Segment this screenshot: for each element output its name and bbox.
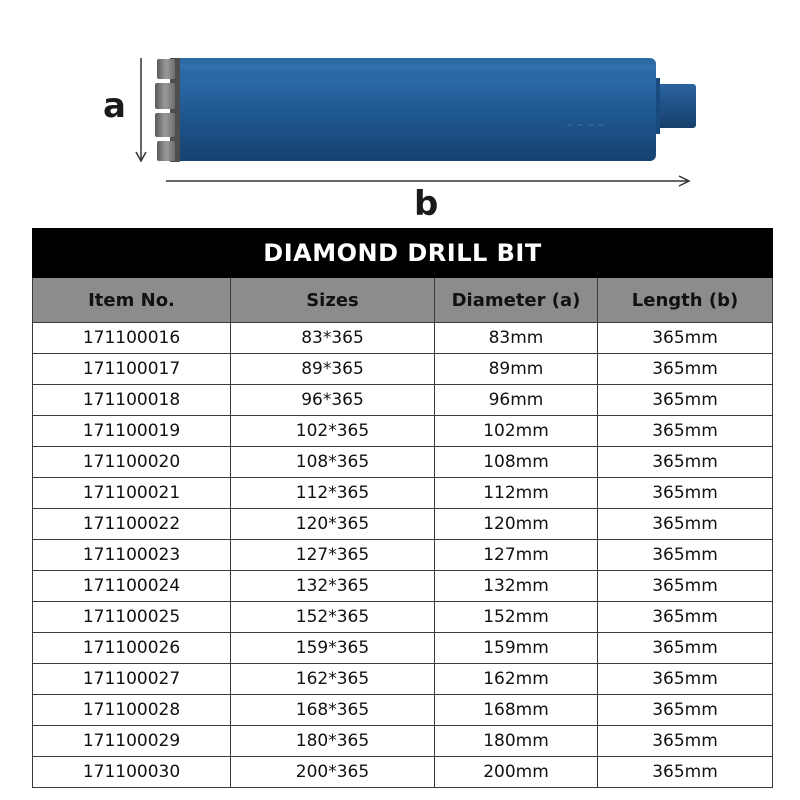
cell-size: 96*365 [231, 385, 435, 416]
cell-length: 365mm [598, 664, 773, 695]
table-row [33, 323, 773, 354]
cell-size: 159*365 [231, 633, 435, 664]
cell-length: 365mm [598, 385, 773, 416]
cell-diameter: 112mm [435, 478, 598, 509]
cell-size: 200*365 [231, 757, 435, 788]
cell-size: 152*365 [231, 602, 435, 633]
cell-size: 168*365 [231, 695, 435, 726]
cell-length: 365mm [598, 323, 773, 354]
cell-item-no: 171100026 [33, 633, 231, 664]
cell-item-no: 171100020 [33, 447, 231, 478]
cell-length: 365mm [598, 354, 773, 385]
cell-diameter: 200mm [435, 757, 598, 788]
header-diameter: Diameter (a) [435, 278, 598, 323]
cell-size: 162*365 [231, 664, 435, 695]
cell-item-no: 171100029 [33, 726, 231, 757]
cell-length: 365mm [598, 571, 773, 602]
cell-item-no: 171100023 [33, 540, 231, 571]
cell-diameter: 127mm [435, 540, 598, 571]
cell-size: 83*365 [231, 323, 435, 354]
cell-length: 365mm [598, 540, 773, 571]
dimension-arrow-a [136, 58, 146, 161]
table-row [33, 571, 773, 602]
cell-item-no: 171100017 [33, 354, 231, 385]
table-row [33, 695, 773, 726]
cell-length: 365mm [598, 478, 773, 509]
table-row [33, 726, 773, 757]
dimension-label-a: a [103, 86, 126, 126]
cell-length: 365mm [598, 602, 773, 633]
cell-size: 108*365 [231, 447, 435, 478]
cell-length: 365mm [598, 447, 773, 478]
table-row [33, 447, 773, 478]
cell-diameter: 89mm [435, 354, 598, 385]
header-item-no: Item No. [33, 278, 231, 323]
cell-item-no: 171100028 [33, 695, 231, 726]
cell-diameter: 96mm [435, 385, 598, 416]
cell-diameter: 108mm [435, 447, 598, 478]
cell-item-no: 171100019 [33, 416, 231, 447]
cell-diameter: 120mm [435, 509, 598, 540]
table-row [33, 478, 773, 509]
table-row [33, 385, 773, 416]
cell-diameter: 159mm [435, 633, 598, 664]
cell-diameter: 102mm [435, 416, 598, 447]
drill-body [174, 58, 656, 161]
table-title: DIAMOND DRILL BIT [33, 229, 773, 278]
table-row [33, 416, 773, 447]
table-row [33, 509, 773, 540]
cell-diameter: 162mm [435, 664, 598, 695]
cell-length: 365mm [598, 633, 773, 664]
cell-item-no: 171100022 [33, 509, 231, 540]
cell-size: 180*365 [231, 726, 435, 757]
spec-table [32, 228, 773, 788]
cell-item-no: 171100025 [33, 602, 231, 633]
table-row [33, 540, 773, 571]
table-body [33, 323, 773, 788]
cell-item-no: 171100021 [33, 478, 231, 509]
cell-item-no: 171100024 [33, 571, 231, 602]
table-row [33, 757, 773, 788]
table-header-row [33, 278, 773, 323]
cell-size: 102*365 [231, 416, 435, 447]
cell-size: 132*365 [231, 571, 435, 602]
svg-text:~ ~ ~ ~: ~ ~ ~ ~ [566, 121, 605, 131]
cell-item-no: 171100030 [33, 757, 231, 788]
diamond-segments [155, 58, 180, 162]
cell-diameter: 168mm [435, 695, 598, 726]
table-row [33, 354, 773, 385]
product-illustration [0, 0, 800, 228]
cell-size: 89*365 [231, 354, 435, 385]
header-sizes: Sizes [231, 278, 435, 323]
cell-diameter: 180mm [435, 726, 598, 757]
table-row [33, 633, 773, 664]
table-row [33, 602, 773, 633]
cell-length: 365mm [598, 695, 773, 726]
cell-item-no: 171100018 [33, 385, 231, 416]
cell-size: 120*365 [231, 509, 435, 540]
cell-length: 365mm [598, 726, 773, 757]
cell-item-no: 171100027 [33, 664, 231, 695]
cell-item-no: 171100016 [33, 323, 231, 354]
cell-length: 365mm [598, 416, 773, 447]
cell-length: 365mm [598, 509, 773, 540]
cell-length: 365mm [598, 757, 773, 788]
table-row [33, 664, 773, 695]
cell-diameter: 132mm [435, 571, 598, 602]
cell-size: 112*365 [231, 478, 435, 509]
cell-diameter: 152mm [435, 602, 598, 633]
cell-size: 127*365 [231, 540, 435, 571]
dimension-label-b: b [414, 184, 439, 224]
header-length: Length (b) [598, 278, 773, 323]
drill-shank [654, 84, 696, 128]
cell-diameter: 83mm [435, 323, 598, 354]
